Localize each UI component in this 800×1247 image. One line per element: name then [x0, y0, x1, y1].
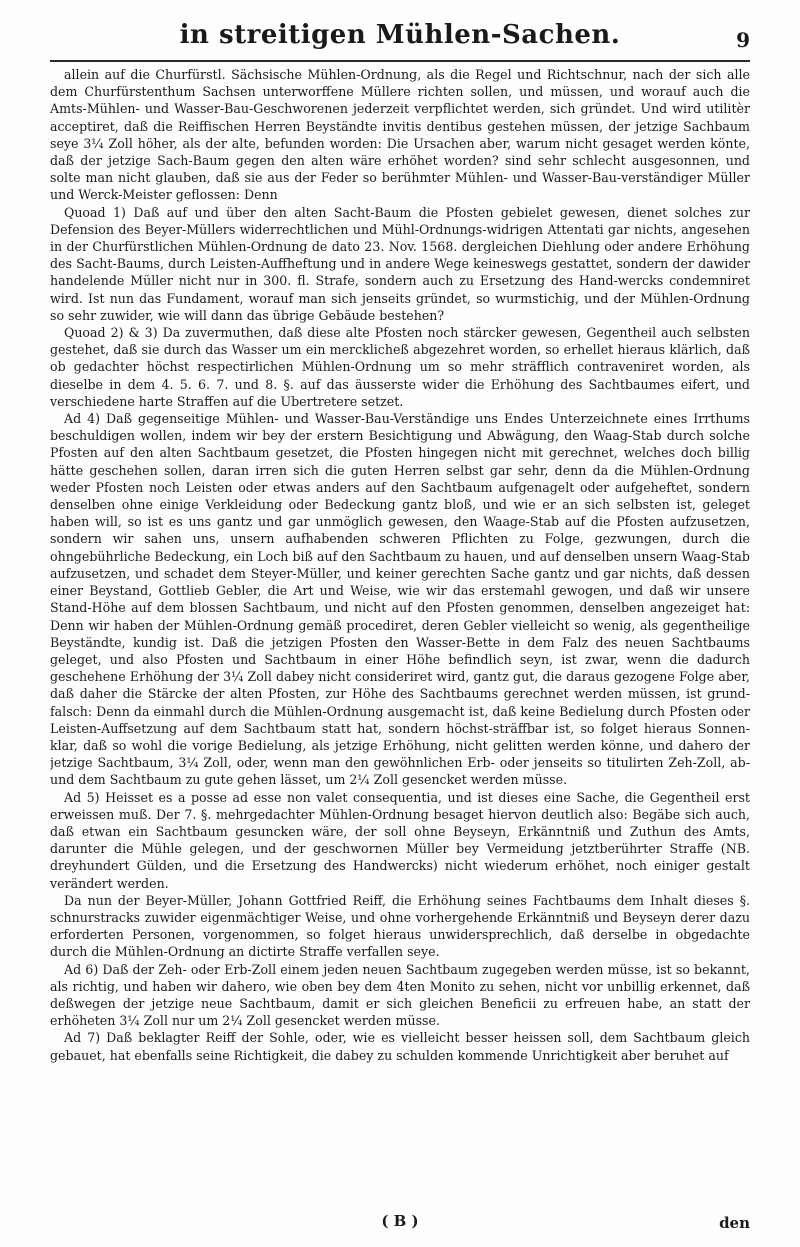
page-header	[50, 18, 750, 58]
running-title: in streitigen Mühlen-Sachen.	[179, 20, 621, 50]
paragraph: Quoad 2) & 3) Da zuvermuthen, daß diese alte Pfosten noch stärcker gewesen, Gegentheil auch selbsten gestehet, daß sie durch das Wasser um ein mercklicheß abgezehret worden, so erhellet hieraus klärlich, daß ob gedachter höchst respectirlichen Mühlen-Ordnung um so mehr sträfflich contraveniret worden, als dieselbe in dem 4. 5. 6. 7. und 8. §. auf das äusserste wider die Erhöhung des Sachtbaumes eifert, und verschiedene harte Straffen auf die Ubertretere setzet.	[50, 325, 750, 409]
catchword: den	[719, 1214, 750, 1232]
paragraph: Ad 4) Daß gegenseitige Mühlen- und Wasser-Bau-Verständige uns Endes Unterzeichnete eines Irrthums beschuldigen wollen, indem wir bey der erstern Besichtigung und Abwägung, den Waag-Stab durch solche Pfosten auf den alten Sachtbaum gesetzet, die Pfosten hingegen nicht mit gerechnet, welches doch billig hätte geschehen sollen, daran irren sich die guten Herren selbst gar sehr, denn da die Mühlen-Ordnung weder Pfosten noch Leisten oder etwas anders auf den Sachtbaum aufgenagelt oder aufgeheftet, sondern denselben ohne einige Verkleidung oder Bedeckung gantz bloß, und wie er an sich selbsten ist, geleget haben will, so ist es uns gantz und gar unmöglich gewesen, den Waage-Stab auf die Pfosten aufzusetzen, sondern wir sahen uns, unsern aufhabenden schweren Pflichten zu Folge, gezwungen, durch die ohngebührliche Bedeckung, ein Loch biß auf den Sachtbaum zu hauen, und auf denselben unsern Waag-Stab aufzusetzen, und schadet dem Steyer-Müller, und keiner gerechten Sache gantz und gar nichts, daß dessen einer Beystand, Gottlieb Gebler, die Art und Weise, wie wir das erstemahl gewogen, und daß wir unsere Stand-Höhe auf dem blossen Sachtbaum, und nicht auf den Pfosten genommen, denselben angezeiget hat: Denn wir haben der Mühlen-Ordnung gemäß procediret, deren Gebler vielleicht so wenig, als gegentheilige Beyständte, kundig ist. Daß die jetzigen Pfosten den Wasser-Bette in dem Falz des neuen Sachtbaums geleget, und also Pfosten und Sachtbaum in einer Höhe befindlich seyn, ist zwar, wenn die dadurch geschehene Erhöhung der 3¼ Zoll dabey nicht consideriret wird, gantz gut, die daraus gezogene Folge aber, daß daher die Stärcke der alten Pfosten, zur Höhe des Sachtbaums gerechnet werden müssen, ist grund-falsch: Denn da einmahl durch die Mühlen-Ordnung ausgemacht ist, daß keine Bedielung durch Pfosten oder Leisten-Auffsetzung auf dem Sachtbaum statt hat, sondern höchst-sträffbar ist, so folget hieraus Sonnen-klar, daß so wohl die vorige Bedielung, als jetzige Erhöhung, nicht gelitten werden könne, und dahero der jetzige Sachtbaum, 3¼ Zoll, oder, wenn man den gewöhnlichen Erb- oder jenseits so titulirten Zeh-Zoll, ab- und dem Sachtbaum zu gute gehen lässet, um 2¼ Zoll gesencket werden müsse.	[50, 411, 750, 788]
paragraph: Quoad 1) Daß auf und über den alten Sacht-Baum die Pfosten gebielet gewesen, dienet solches zur Defension des Beyer-Müllers widerrechtlichen und Mühl-Ordnungs-widrigen Attentati gar nichts, angesehen in der Churfürstlichen Mühlen-Ordnung de dato 23. Nov. 1568. dergleichen Diehlung oder andere Erhöhung des Sacht-Baums, durch Leisten-Auffheftung und in andere Wege keineswegs gestattet, sondern der dawider handelende Müller nicht nur in 300. fl. Strafe, sondern auch zu Ersetzung des Hand-wercks condemniret wird. Ist nun das Fundament, worauf man sich jenseits gründet, so wurmstichig, und der Mühlen-Ordnung so sehr zuwider, wie will dann das übrige Gebäude bestehen?	[50, 204, 750, 323]
paragraph: Ad 7) Daß beklagter Reiff der Sohle, oder, wie es vielleicht besser heissen soll, dem Sachtbaum gleich gebauet, hat ebenfalls seine Richtigkeit, die dabey zu schulden kommende Unrichtigkeit aber beruhet auf	[50, 1030, 750, 1063]
body-text	[50, 66, 750, 1196]
paragraph: Ad 5) Heisset es a posse ad esse non valet consequentia, und ist dieses eine Sache, die Gegentheil erst erweissen muß. Der 7. §. mehrgedachter Mühlen-Ordnung besaget hiervon deutlich also: Begäbe sich auch, daß etwan ein Sachtbaum gesuncken wäre, der soll ohne Beyseyn, Erkänntniß und Zuthun des Amts, darunter die Mühle gelegen, und der geschwornen Müller bey Vermeidung jetztberührter Straffe (NB. dreyhundert Gülden, und die Ersetzung des Handwercks) nicht wiederum erhöhet, noch einiger gestalt verändert werden.	[50, 789, 750, 891]
header-rule	[50, 60, 750, 62]
page-number: 9	[736, 28, 750, 52]
paragraph: allein auf die Churfürstl. Sächsische Mühlen-Ordnung, als die Regel und Richtschnur, nach der sich alle dem Churfürstenthum Sachsen unterworffene Müllere richten sollen, und müssen, und worauf auch die Amts-Mühlen- und Wasser-Bau-Geschworenen jederzeit verpflichtet werden, sich gründet. Und wird utilitèr acceptiret, daß die Reiffischen Herren Beyständte invitis dentibus gestehen müssen, der jetzige Sachbaum seye 3¼ Zoll höher, als der alte, befunden worden: Die Ursachen aber, warum nicht gesaget werden könte, daß der jetzige Sach-Baum gegen den alten wäre erhöhet worden? sind sehr schlecht ausgesonnen, und solte man nicht glauben, daß sie aus der Feder so berühmter Mühlen- und Wasser-Bau-verständiger Müller und Werck-Meister geflossen: Denn	[50, 67, 750, 203]
paragraph: Ad 6) Daß der Zeh- oder Erb-Zoll einem jeden neuen Sachtbaum zugegeben werden müsse, ist so bekannt, als richtig, und haben wir dahero, wie oben bey dem 4ten Monito zu sehen, nicht vor unbillig erkennet, daß deßwegen der jetzige neue Sachtbaum, damit er sich gleichen Beneficii zu erfreuen habe, an statt der erhöheten 3¼ Zoll nur um 2¼ Zoll gesencket werden müsse.	[50, 961, 750, 1029]
paragraph: Da nun der Beyer-Müller, Johann Gottfried Reiff, die Erhöhung seines Fachtbaums dem Inhalt dieses §. schnurstracks zuwider eigenmächtiger Weise, und ohne vorhergehende Erkänntniß und Beyseyn derer dazu erforderten Personen, vorgenommen, so folget hieraus unwidersprechlich, daß derselbe in obgedachte durch die Mühlen-Ordnung an dictirte Straffe verfallen seye.	[50, 892, 750, 960]
signature-mark: ( B )	[381, 1212, 419, 1230]
